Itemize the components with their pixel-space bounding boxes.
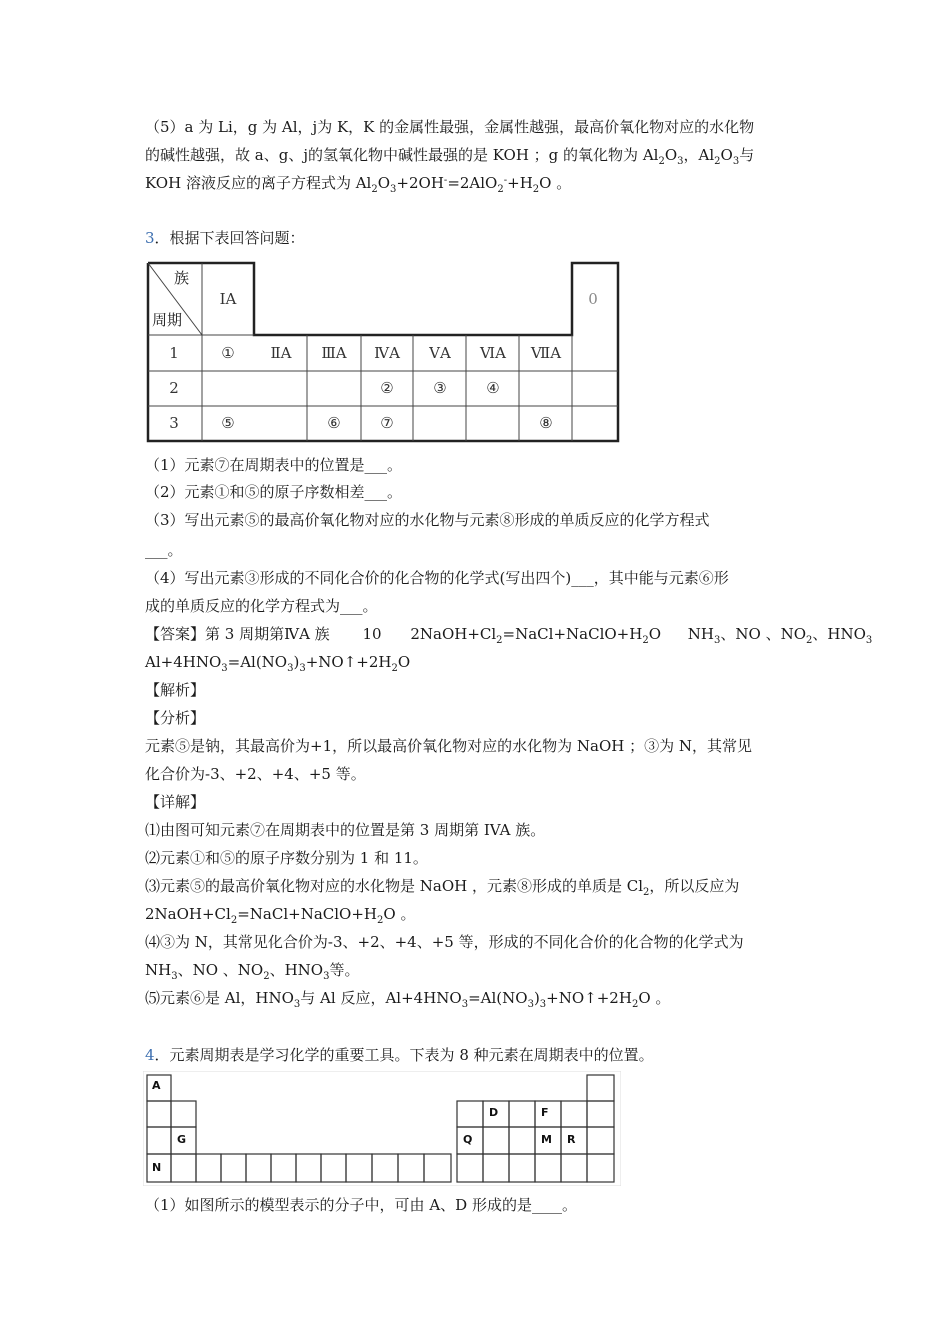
cell-r3-VIIA: ⑧ [539, 414, 553, 432]
period-1: 1 [169, 344, 179, 362]
q3-detail-3b: $2NaOH+Cl_2=NaCl+NaClO+H_2O$ 。 [145, 905, 416, 926]
q3-detail-5: ⑸元素⑥是 Al，$HNO_3$与 Al 反应，$Al+4HNO_3=Al(NO_3)_3+NO↑+2H_2O$ 。 [145, 989, 671, 1010]
p5-line2: 的碱性越强，故 a、g、j的氢氧化物中碱性最强的是 KOH ；g 的氧化物为 $Al_2O_3$，$Al_2O_3$与 [145, 146, 755, 167]
element-A: A [152, 1079, 161, 1092]
header-0: 0 [588, 290, 598, 308]
periodic-table-q4-grid [143, 1071, 621, 1186]
cell-r2-VIA: ④ [486, 379, 500, 397]
element-R: R [567, 1133, 576, 1146]
q3-sub3a: （3）写出元素⑤的最高价氧化物对应的水化物与元素⑧形成的单质反应的化学方程式 [145, 511, 710, 529]
header-VA: ⅤA [429, 344, 451, 362]
q3-sub2: （2）元素①和⑤的原子序数相差___。 [145, 483, 403, 501]
corner-group-label: 族 [174, 269, 190, 287]
period-3: 3 [169, 414, 179, 432]
cell-r3-IIIA: ⑥ [327, 414, 341, 432]
element-N: N [152, 1161, 162, 1174]
cell-r2-VA: ③ [433, 379, 447, 397]
cell-r3-IVA: ⑦ [380, 414, 394, 432]
header-IIIA: ⅢA [321, 344, 347, 362]
q3-fenxi-label: 【分析】 [145, 709, 206, 727]
element-D: D [489, 1106, 499, 1119]
q3-detail-1: ⑴由图可知元素⑦在周期表中的位置是第 3 周期第 IVA 族。 [145, 821, 546, 839]
q3-detail-4b: $NH_3$、NO 、$NO_2$、$HNO_3$等。 [145, 961, 360, 982]
q3-sub4b: 成的单质反应的化学方程式为___。 [145, 597, 378, 615]
element-M: M [541, 1133, 552, 1146]
p5-line3: KOH 溶液反应的离子方程式为 $Al_2O_3+2OH^-=2AlO_2^-+H_2O$ 。 [145, 174, 572, 195]
header-VIA: ⅥA [480, 344, 506, 362]
q3-sub1: （1）元素⑦在周期表中的位置是___。 [145, 456, 403, 474]
element-F: F [541, 1106, 549, 1119]
element-Q: Q [463, 1133, 473, 1146]
element-G: G [177, 1133, 187, 1146]
p5-line1: （5）a 为 Li，g 为 Al，j为 K，K 的金属性最强，金属性越强，最高价氧化物对应的水化物 [145, 118, 755, 136]
q3-analysis-line1: 元素⑤是钠，其最高价为+1，所以最高价氧化物对应的水化物为 NaOH ；③为 N，其常见 [145, 737, 752, 755]
q3-sub4a: （4）写出元素③形成的不同化合价的化合物的化学式(写出四个)___，其中能与元素⑥形 [145, 569, 729, 587]
cell-r1-IA: ① [221, 344, 235, 362]
q3-detail-2: ⑵元素①和⑤的原子序数分别为 1 和 11。 [145, 849, 428, 867]
q3-sub3b: ___。 [145, 541, 183, 559]
header-IA: ⅠA [219, 290, 237, 308]
periodic-table-q4 [143, 1071, 621, 1186]
q3-stem: 3．根据下表回答问题： [145, 229, 305, 247]
header-IVA: ⅣA [374, 344, 400, 362]
q4-sub1: （1）如图所示的模型表示的分子中，可由 A、D 形成的是____。 [145, 1196, 577, 1214]
q3-analysis-line2: 化合价为-3、+2、+4、+5 等。 [145, 765, 366, 783]
q3-detail-3a: ⑶元素⑤的最高价氧化物对应的水化物是 NaOH ，元素⑧形成的单质是 $Cl_2$，所以反应为 [145, 877, 740, 898]
q3-answer-line2: $Al+4HNO_3=Al(NO_3)_3+NO↑+2H_2O$ [145, 653, 411, 674]
q3-xiangjie-label: 【详解】 [145, 793, 206, 811]
cell-r3-IA: ⑤ [221, 414, 235, 432]
q3-detail-4a: ⑷③为 N，其常见化合价为-3、+2、+4、+5 等，形成的不同化合价的化合物的化学式为 [145, 933, 744, 951]
header-IIA: ⅡA [270, 344, 292, 362]
corner-period-label: 周期 [152, 311, 183, 329]
header-VIIA: ⅦA [530, 344, 562, 362]
q3-jiexi-label: 【解析】 [145, 681, 206, 699]
q3-answer-line1: 【答案】第 3 周期第ⅣA 族 10 $2NaOH+Cl_2=NaCl+NaClO+H_2O$ $NH_3$、NO 、$NO_2$、$HNO_3$ [145, 625, 873, 646]
q4-stem: 4．元素周期表是学习化学的重要工具。下表为 8 种元素在周期表中的位置。 [145, 1046, 654, 1064]
period-2: 2 [169, 379, 179, 397]
periodic-table-q3 [144, 255, 620, 445]
cell-r2-IVA: ② [380, 379, 394, 397]
